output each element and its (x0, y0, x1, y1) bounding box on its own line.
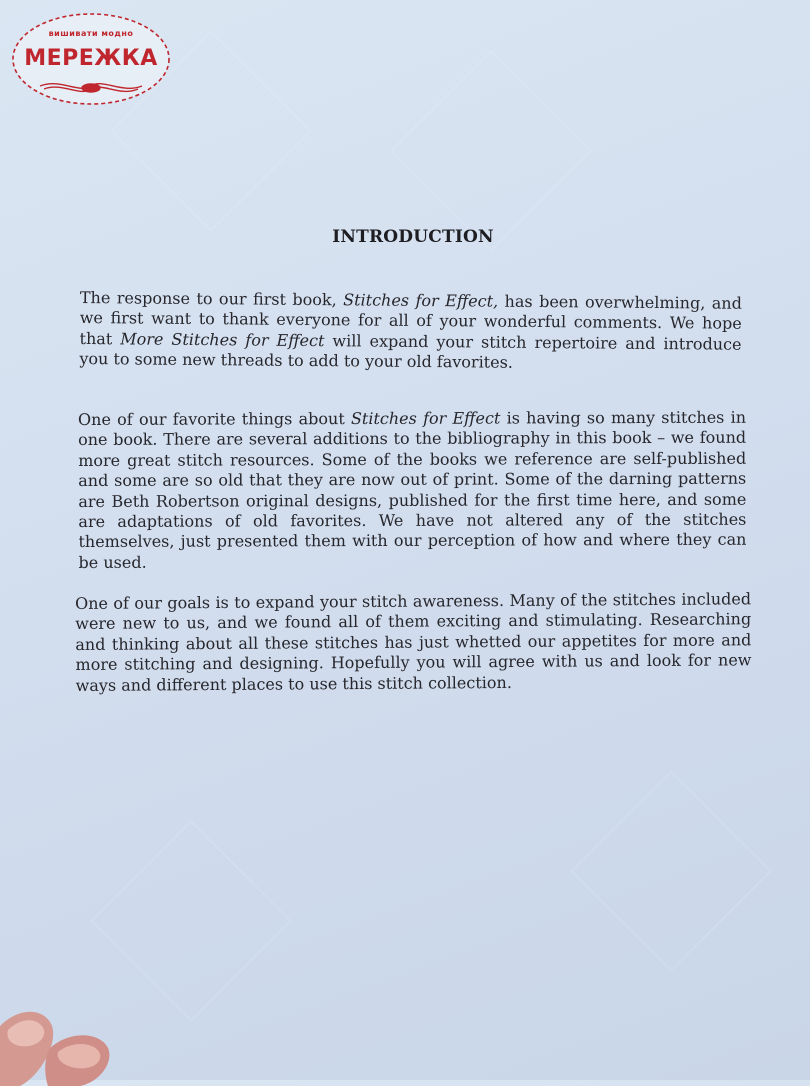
text-segment: is having so many stitches in one book. There are several additions to the bibliography in this book – we found more great stitch resources. Some of the books we reference are self-published and some are so old that they are now out of print. Some of the darning patterns are Beth Robertson original designs, published for the first time here, and some are adaptations of old favorites. We have not altered any of the stitches themselves, just presented them with our perception of how and where they can be used. (78, 407, 747, 572)
text-segment: One of our goals is to expand your stitch awareness. Many of the stitches included were new to us, and we found all of them exciting and stimulating. Researching and thinking about all these stitches has just whetted our appetites for more and more stitching and designing. Hopefully you will agree with us and look for new ways and different places to use this stitch collection. (75, 589, 752, 695)
book-title-italic: Stitches for Effect (350, 408, 501, 429)
intro-paragraph-1 (79, 288, 742, 375)
logo-tagline: вишивати модно (48, 29, 134, 38)
page-title: INTRODUCTION (332, 227, 494, 247)
fingertip-photo-detail (0, 996, 120, 1086)
text-segment: One of our favorite things about (78, 409, 351, 429)
book-title-italic: More Stitches for Effect (120, 329, 325, 350)
intro-paragraph-2 (78, 408, 747, 574)
book-title-italic: Stitches for Effect, (343, 290, 499, 311)
brand-logo-stamp (10, 10, 172, 108)
text-segment: has been overwhelming, and we first want to thank everyone for all of your wonderful comments. We hope that (79, 291, 742, 349)
intro-paragraph-3 (75, 589, 752, 696)
fingertip-icon (0, 996, 120, 1086)
text-segment: will expand your stitch repertoire and introduce you to some new threads to add to your old favorites. (79, 330, 742, 372)
logo-brand-name: МЕРЕЖКА (24, 46, 158, 71)
watermark-pattern (391, 51, 592, 252)
watermark-pattern (91, 821, 292, 1022)
watermark-pattern (571, 771, 772, 972)
text-segment: The response to our first book, (79, 288, 344, 310)
